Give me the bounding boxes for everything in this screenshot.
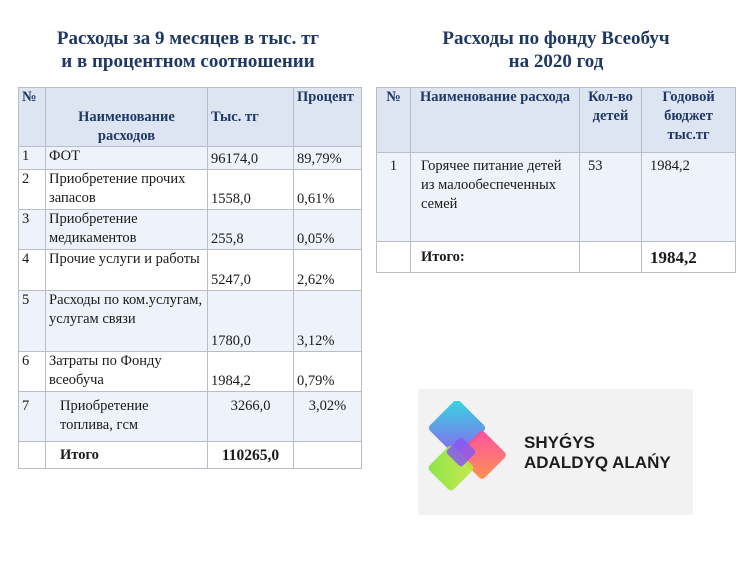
title-line-1: Расходы за 9 месяцев в тыс. тг <box>56 28 320 49</box>
logo-mark-icon <box>428 401 518 501</box>
total-label: Итого: <box>411 242 580 273</box>
row-num: 2 <box>19 170 46 210</box>
row-budget: 1984,2 <box>642 153 736 242</box>
row-name: Горячее питание детей из малообеспеченных семей <box>411 153 580 242</box>
table-row <box>19 170 362 210</box>
row-percent: 89,79% <box>294 147 362 170</box>
header-value: Тыс. тг <box>208 88 294 147</box>
total-budget: 1984,2 <box>642 242 736 273</box>
header-num: № <box>377 88 411 153</box>
row-value: 1780,0 <box>208 291 294 352</box>
shygys-logo <box>418 389 693 515</box>
row-num: 1 <box>19 147 46 170</box>
table-row <box>19 210 362 250</box>
row-percent: 2,62% <box>294 250 362 291</box>
row-value: 1984,2 <box>208 352 294 392</box>
table-row <box>19 147 362 170</box>
table-total-row <box>19 442 362 469</box>
header-num: № <box>19 88 46 147</box>
table-row <box>19 250 362 291</box>
row-value: 5247,0 <box>208 250 294 291</box>
table-row <box>377 153 736 242</box>
expenses-table <box>18 87 362 469</box>
vseobuch-fund-table <box>376 87 736 273</box>
row-name: Приобретение медикаментов <box>46 210 208 250</box>
row-percent: 0,79% <box>294 352 362 392</box>
total-label: Итого <box>46 442 208 469</box>
row-name: Затраты по Фонду всеобуча <box>46 352 208 392</box>
table-header-row <box>19 88 362 147</box>
row-name: Прочие услуги и работы <box>46 250 208 291</box>
row-value: 96174,0 <box>208 147 294 170</box>
row-name: Расходы по ком.услугам, услугам связи <box>46 291 208 352</box>
logo-line-1: SHYǴYS <box>524 433 595 452</box>
row-percent: 0,61% <box>294 170 362 210</box>
header-name: Наименование расхода <box>411 88 580 153</box>
total-value: 110265,0 <box>208 442 294 469</box>
header-qty: Кол-во детей <box>580 88 642 153</box>
row-num: 5 <box>19 291 46 352</box>
vseobuch-fund-title <box>376 27 736 73</box>
row-num: 6 <box>19 352 46 392</box>
table-row <box>19 392 362 442</box>
row-num: 1 <box>377 153 411 242</box>
table-total-row <box>377 242 736 273</box>
row-num: 4 <box>19 250 46 291</box>
header-budget: Годовой бюджет тыс.тг <box>642 88 736 153</box>
row-value: 3266,0 <box>208 392 294 442</box>
title-line-1: Расходы по фонду Всеобуч <box>442 28 670 49</box>
title-line-2: и в процентном соотношении <box>61 51 315 72</box>
row-qty: 53 <box>580 153 642 242</box>
row-percent: 0,05% <box>294 210 362 250</box>
table-row <box>19 291 362 352</box>
expenses-9-months-title <box>18 27 358 73</box>
row-num: 7 <box>19 392 46 442</box>
row-percent: 3,02% <box>294 392 362 442</box>
row-name: Приобретение прочих запасов <box>46 170 208 210</box>
row-num: 3 <box>19 210 46 250</box>
header-percent: Процент <box>294 88 362 147</box>
row-value: 1558,0 <box>208 170 294 210</box>
logo-line-2: ADALDYQ ALAŃY <box>524 453 671 472</box>
row-percent: 3,12% <box>294 291 362 352</box>
table-row <box>19 352 362 392</box>
row-name: Приобретение топлива, гсм <box>46 392 208 442</box>
title-line-2: на 2020 год <box>508 51 604 72</box>
row-name: ФОТ <box>46 147 208 170</box>
logo-text <box>524 433 671 473</box>
table-header-row <box>377 88 736 153</box>
header-name: Наименование расходов <box>46 88 208 147</box>
row-value: 255,8 <box>208 210 294 250</box>
